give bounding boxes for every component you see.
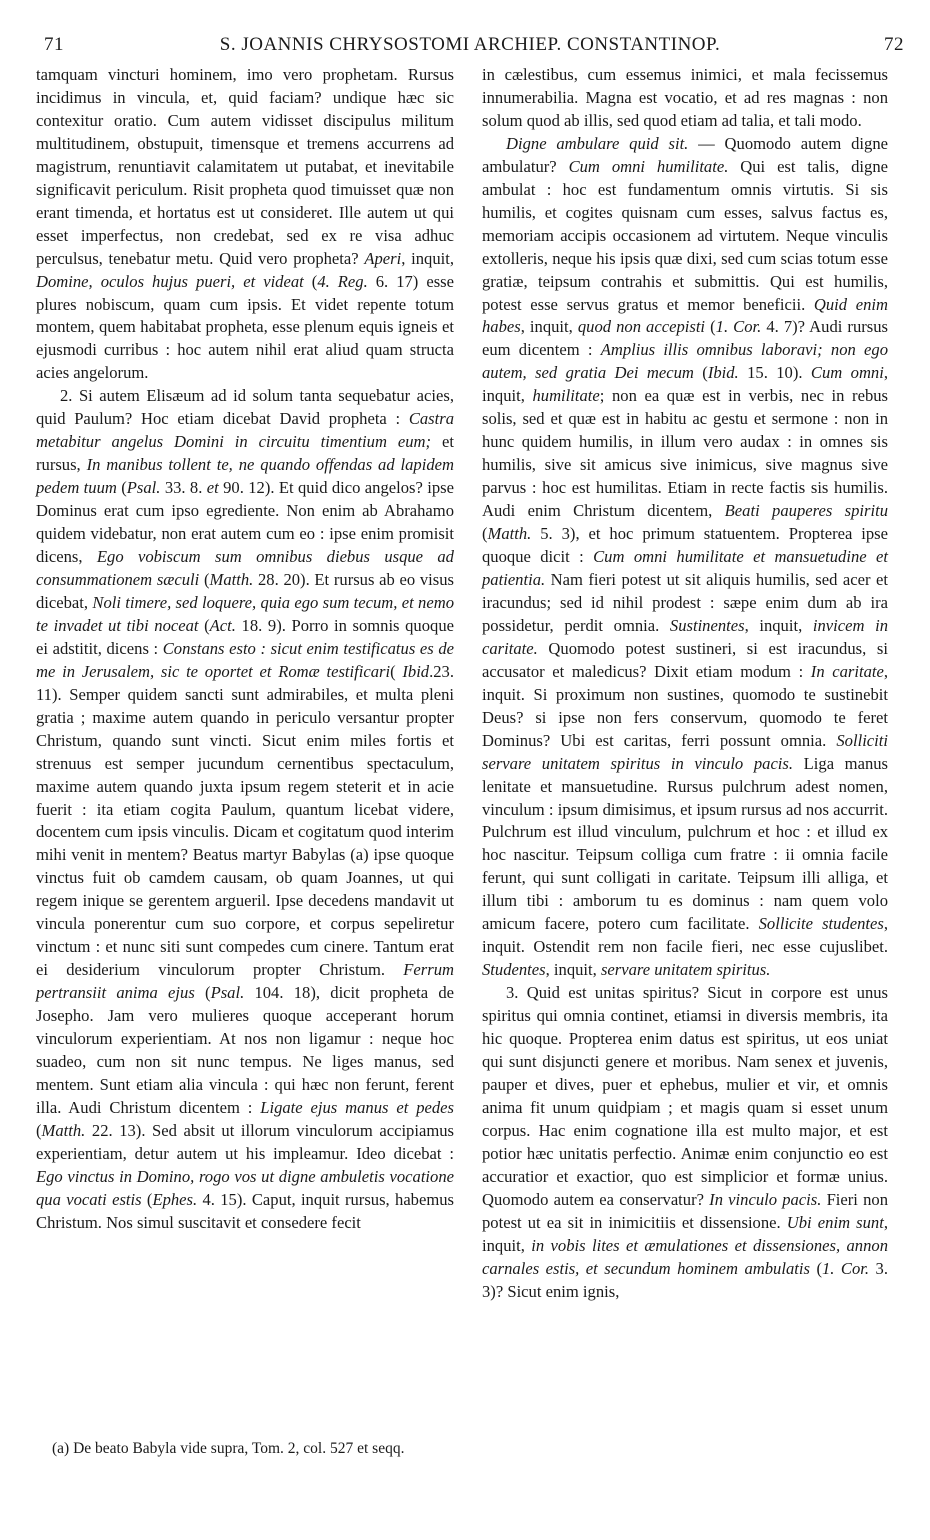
text-run: ( xyxy=(303,271,318,291)
text-run: 4. 15). Caput, inquit rursus, habemus Christum. Nos simul suscitavit et consedere fecit xyxy=(36,1189,455,1232)
text-run: 15. 10). xyxy=(738,363,811,383)
text-run: Liga manus lenitate et mansuetudine. Rursus pulchrum adest nomen, vinculum : ipsum dimisimus, et ipsum rursus ad nos accurrit. Pulchrum est illud vinculum, pulchrum et hoc : et illud ex hoc nascitur. Teipsum colliga cum fratre : ii omnia facile ferunt, qui sunt colligati in caritate. Teipsum illi alliga, et illum tibi : amborum tu es dominus : nam quem volo amicum facere, potero cum facilitate. xyxy=(482,753,888,934)
italic-run: Matth. xyxy=(41,1120,86,1140)
italic-run: Sollicite studentes xyxy=(758,914,884,934)
italic-run: Ephes. xyxy=(152,1189,198,1209)
paragraph xyxy=(36,385,454,1234)
italic-run: Noli timere, sed loquere, quia ego sum tecum, et nemo te invadet ut tibi noceat xyxy=(36,592,454,635)
text-run: , inquit. Ostendit rem non facile fieri, nec esse cujuslibet. xyxy=(482,914,888,957)
italic-run: 4. Reg. xyxy=(317,271,368,291)
italic-run: Aperi xyxy=(364,248,402,268)
text-run: ( xyxy=(194,983,211,1003)
italic-run: Cum omni humilitate et mansuetudine et patientia. xyxy=(482,547,888,589)
italic-run: Ego vobiscum sum omnibus diebus usque ad consummationem sæculi xyxy=(36,547,454,589)
text-run: ( xyxy=(116,478,127,498)
text-run: ( xyxy=(199,569,210,589)
text-run: ( xyxy=(141,1189,153,1209)
text-run: 6. 17) esse plures nobiscum, quam cum ipsis. Et videt repente totum montem, quem habitabat propheta, esse plenum equis igneis et ejusmodi curribus : hoc autem nihil erat aliud quam structa acies angelorum. xyxy=(36,271,455,383)
text-run: 5. 3), et hoc primum statuentem. Propterea ipse quoque dicit : xyxy=(482,524,888,567)
italic-run: Digne ambulare quid sit. xyxy=(506,133,689,153)
text-run: ( xyxy=(705,317,716,337)
italic-run: Ferrum pertransiit anima ejus xyxy=(36,960,454,1003)
text-run: in cælestibus, cum essemus inimici, et mala fecissemus innumerabilia. Magna est vocatio, et ad res magnas : non solum quod ab illis, sed quod etiam ad talia, et tali modo. xyxy=(482,65,888,130)
left-column xyxy=(36,64,454,1235)
text-run: , inquit. Si proximum non sustines, quomodo te sustinebit Deus? si ipse non fers conservum, quomodo te feret Dominus? Ubi est caritas, ferri possunt omnia. xyxy=(482,661,888,750)
italic-run: Psal. xyxy=(126,478,161,498)
text-run: et rursus, xyxy=(36,432,455,475)
italic-run: 1. Cor. xyxy=(715,317,762,337)
running-title: S. JOANNIS CHRYSOSTOMI ARCHIEP. CONSTANTINOP. xyxy=(219,34,721,55)
italic-run: Beati pauperes spiritu xyxy=(724,501,889,521)
italic-run: humilitate xyxy=(532,386,600,406)
text-run: , inquit, xyxy=(401,248,454,268)
running-header xyxy=(30,34,910,64)
italic-run: Constans esto : sicut enim testificatus es de me in Jerusalem, sic te oportet et Romæ testificari xyxy=(36,638,454,681)
italic-run: Ibid xyxy=(402,661,430,681)
paragraph xyxy=(482,64,888,133)
text-run: ( xyxy=(482,524,488,544)
page-number-left: 71 xyxy=(44,34,64,55)
italic-run: Matth. xyxy=(487,524,532,544)
text-run: 3. 3)? Sicut enim ignis, xyxy=(482,1258,888,1301)
italic-run: Quid enim habes xyxy=(482,294,888,337)
text-run: 90. 12). Et quid dico angelos? ipse Dominus erat cum ipso egrediente. Non enim ab Abrahamo quidem videbatur, non erat autem cum eo : ipse enim promisit dicens, xyxy=(36,478,454,567)
paragraph xyxy=(482,133,888,982)
paragraph xyxy=(482,982,888,1303)
text-run: 22. 13). Sed absit ut illorum vinculorum accipiamus experientiam, detur autem ut his impleamur. Ideo dicebat : xyxy=(36,1120,454,1163)
text-run: tamquam vincturi hominem, imo vero prophetam. Rursus incidimus in vincula, et, quid faciam? undique hæc sic contexitur oratio. Cum autem vidisset discipulus militum multitudinem, obstupuit, timensque et tremens accurrens ad magistrum, renuntiavit calamitatem ut putabat, et inevitabile significavit periculum. Risit propheta quod timuisset quæ non erant timenda, et hortatus est ut consideret. Ille autem ut qui esset imperfectus, non credebat, sed ex re visa adhuc perculsus, tenebatur metu. Quid vero propheta? xyxy=(36,65,454,268)
text-run: 2. Si autem Elisæum ad id solum tanta sequebatur acies, quid Paulum? Hoc etiam dicebat David propheta : xyxy=(36,386,454,429)
text-run: Quomodo potest sustineri, si est iracundus, si accusator et maledicus? Dixit etiam modum : xyxy=(482,638,888,681)
text-run: , inquit, xyxy=(482,1212,888,1255)
italic-run: In caritate xyxy=(810,661,884,681)
text-run: ; non ea quæ est in verbis, nec in rebus solis, sed et quæ est in habitu ac gestu et sermone : non in hunc quidem humilis, in illum vero audax : in omnes sis humilis, sive sit amicus sive inimicus, sive magnus sive parvus : hoc est humilitas. Etiam in recte factis sis humilis. Audi enim Christum dicentem, xyxy=(482,386,888,521)
text-run: 18. 9). Porro in somnis quoque ei adstitit, dicens : xyxy=(36,615,454,658)
italic-run: Cum omni xyxy=(810,363,884,383)
text-run: — Quomodo autem digne ambulatur? xyxy=(482,133,888,176)
italic-run: Studentes xyxy=(482,960,546,980)
italic-run: Psal. xyxy=(210,983,245,1003)
italic-run: 1. Cor. xyxy=(821,1258,870,1278)
paragraph xyxy=(36,64,454,385)
italic-run: et xyxy=(206,478,219,498)
text-run: 104. 18), dicit propheta de Josepho. Jam vero mulieres quoque acceperant horum vinculorum experientiam. At nos non ligamur : neque hoc suadeo, cum non sit nunc tempus. Ne liges manus, sed mentem. Sunt etiam alia vincula : qui hæc non ferunt, ferent illa. Audi Christum dicentem : xyxy=(36,983,454,1117)
text-run: ( xyxy=(36,1120,42,1140)
text-run: Nam fieri potest ut sit aliquis humilis, sed acer et iracundus; sed id nihil prodest : sæpe enim dum ab ira possidetur, perdit omnia. xyxy=(482,569,888,635)
text-run: ( xyxy=(198,615,210,635)
text-run: , inquit, xyxy=(482,363,888,406)
italic-run: quod non accepisti xyxy=(577,317,706,337)
italic-run: Ibid. xyxy=(707,363,739,383)
text-run: 4. 7)? Audi rursus eum dicentem : xyxy=(482,317,888,360)
italic-run: Castra metabitur angelus Domini in circuitu timentium eum; xyxy=(36,409,454,452)
text-run: , inquit, xyxy=(520,317,578,337)
text-run: .23. 11). Semper quidem sancti sunt admirabiles, et multa pleni gratia ; maxime autem quando in periculo versantur propter Christum, quando sunt vincti. Sicut enim miles fortis et strenuus est semper jucundum cernentibus spectaculum, maxime autem quando juxta ipsum regem steterit et in acie fuerit : ita etiam cogita Paulum, quantum licebat videre, docentem cum ipsis vinculis. Dicam et cogitatum quod interim mihi venit in mentem? Beatus martyr Babylas (a) ipse quoque vinctus fuit ob camdem causam, ob quam Joannes, ut qui regem inique se gerentem argueril. Ipse decedens mandavit ut vincula ponerentur cum suo corpore, et corpus sepeliretur vinctum : et nunc siti sunt compedes cum cinere. Tantum erat ei desiderium vinculorum propter Christum. xyxy=(36,661,454,980)
italic-run: servare unitatem spiritus. xyxy=(600,960,771,980)
text-run: ( xyxy=(693,363,708,383)
italic-run: Act. xyxy=(209,615,236,635)
italic-run: In vinculo pacis. xyxy=(709,1189,822,1209)
text-run: ( xyxy=(809,1258,822,1278)
italic-run: In manibus tollent te, ne quando offendas ad lapidem pedem tuum xyxy=(36,455,454,498)
italic-run: in vobis lites et æmulationes et dissensiones, annon carnales estis, et secundum hominem ambulatis xyxy=(482,1235,888,1278)
italic-run: invicem in caritate. xyxy=(482,615,888,658)
italic-run: Solliciti servare unitatem spiritus in vinculo pacis. xyxy=(482,730,888,773)
text-run: 33. 8. xyxy=(160,478,207,498)
italic-run: Ligate ejus manus et pedes xyxy=(260,1097,454,1117)
italic-run: Cum omni humilitate. xyxy=(568,156,729,176)
italic-run: Domine, oculos hujus pueri, et videat xyxy=(36,271,304,291)
text-run: , inquit, xyxy=(545,960,601,980)
text-run: 3. Quid est unitas spiritus? Sicut in corpore est unus spiritus qui omnia continet, etiamsi in diversis membris, ita hic quoque. Propterea enim datus est spiritus, ut eos uniat qui sunt disjuncti genere et moribus. Nam senex et juvenis, pauper et dives, puer et ephebus, mulier et vir, et omnis anima fit unum quidpiam ; et magis quam si esset unum corpus. Hac enim cognatione illa est multo major, et est potior hæc unitatis perfectio. Animæ enim conjunctio eo est accuratior et exactior, quo est simplicior et formæ unius. Quomodo autem ea conservatur? xyxy=(482,983,888,1209)
italic-run: Ego vinctus in Domino, rogo vos ut digne ambuletis vocatione qua vocati estis xyxy=(36,1166,454,1209)
text-run: Qui est talis, digne ambulat : hoc est fundamentum omnis virtutis. Si sis humilis, et cogites quisnam cum esses, salvus factus es, memoriam accipis occasionem ad virtutem. Neque vinculis extolleris, neque his ipsis quæ dixi, sed cum scias totum esse gratiæ, teipsum contrahis et submittis. Qui est humilis, potest esse servus gratus et memor beneficii. xyxy=(482,156,888,314)
italic-run: Sustinentes xyxy=(669,615,745,635)
right-column xyxy=(482,64,888,1303)
footnote: (a) De beato Babyla vide supra, Tom. 2, col. 527 et seqq. xyxy=(52,1440,405,1457)
text-run: ( xyxy=(390,661,403,681)
italic-run: Amplius illis omnibus laboravi; non ego autem, sed gratia Dei mecum xyxy=(482,340,888,383)
text-run: , inquit, xyxy=(744,615,813,635)
text-run: 28. 20). Et rursus ab eo visus dicebat, xyxy=(36,569,454,612)
italic-run: Matth. xyxy=(209,569,254,589)
text-run: Fieri non potest ut ea sit in inimicitiis et dissensione. xyxy=(482,1189,888,1232)
page-number-right: 72 xyxy=(884,34,904,55)
italic-run: Ubi enim sunt xyxy=(786,1212,884,1232)
